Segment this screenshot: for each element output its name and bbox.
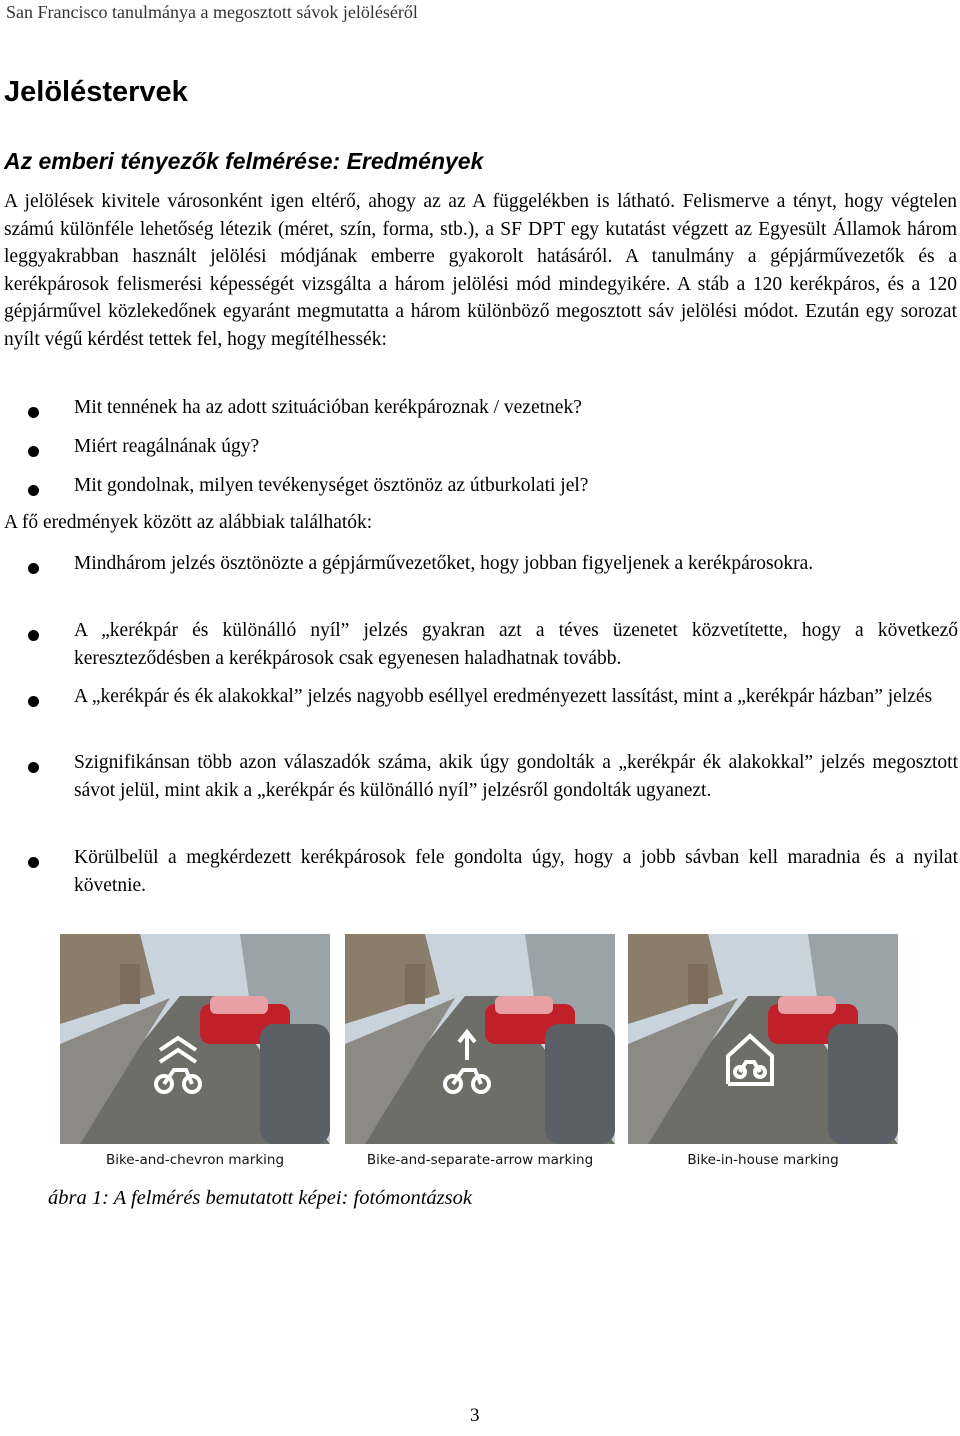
result-text: A „kerékpár és ék alakokkal” jelzés nagyobb eséllyel eredményezett lassítást, mint a „kerékpár házban” jelzés — [74, 686, 933, 707]
photo-bike-chevron — [60, 934, 330, 1144]
photo-bike-house — [628, 934, 898, 1144]
bullet-icon — [28, 563, 39, 574]
figure-caption: ábra 1: A felmérés bemutatott képei: fotómontázsok — [48, 1187, 472, 1209]
bullet-icon — [28, 857, 39, 868]
question-text: Mit gondolnak, milyen tevékenységet ösztönöz az útburkolati jel? — [74, 475, 589, 496]
photo-caption: Bike-and-chevron marking — [105, 1152, 285, 1168]
street-photo — [60, 934, 330, 1144]
photo-caption: Bike-and-separate-arrow marking — [366, 1152, 594, 1168]
results-intro: A fő eredmények között az alábbiak találhatók: — [4, 512, 373, 533]
result-text: Körülbelül a megkérdezett kerékpárosok fele gondolta úgy, hogy a jobb sávban kell maradnia és a nyilat követnie. — [74, 847, 958, 896]
result-text: Mindhárom jelzés ösztönözte a gépjárművezetőket, hogy jobban figyeljenek a kerékpárosokra. — [74, 553, 814, 574]
intro-paragraph: A jelölések kivitele városonként igen eltérő, ahogy az az A függelékben is látható. Felismerve a tényt, hogy végtelen számú különféle lehetőség létezik (méret, szín, forma, stb.), a SF DPT egy kutatást végzett az Egyesült Államok három leggyakrabban használt jelölési módjának emberre gyakorolt hatásáról. A tanulmány a gépjárművezetők és a kerékpárosok felismerési képességét vizsgálta a három jelölési mód mindegyikére. A stáb a 120 kerékpáros, és a 120 gépjárművel közlekedőnek egyaránt megmutatta a három különböző megosztott sáv jelölési módot. Ezután egy sorozat nyílt végű kérdést tettek fel, hogy megítélhessék: — [4, 191, 957, 350]
photo-bike-arrow — [345, 934, 615, 1144]
bullet-icon — [28, 446, 39, 457]
bullet-icon — [28, 762, 39, 773]
street-photo — [345, 934, 615, 1144]
result-text: A „kerékpár és különálló nyíl” jelzés gyakran azt a téves üzenetet közvetítette, hogy a következő kereszteződésben a kerékpárosok csak egyenesen haladhatnak tovább. — [74, 620, 958, 669]
question-text: Miért reagálnának úgy? — [74, 436, 260, 457]
bullet-icon — [28, 407, 39, 418]
street-photo — [628, 934, 898, 1144]
result-text: Szignifikánsan több azon válaszadók száma, akik úgy gondolták a „kerékpár ék alakokkal” jelzés megosztott sávot jelül, mint akik a „kerékpár és különálló nyíl” jelzésről gondolták ugyanezt. — [74, 752, 958, 801]
page-number: 3 — [470, 1405, 480, 1426]
figure-photos — [60, 934, 900, 1184]
bullet-icon — [28, 630, 39, 641]
photo-caption: Bike-in-house marking — [687, 1152, 839, 1168]
section-subtitle: Az emberi tényezők felmérése: Eredmények — [4, 148, 484, 174]
bullet-icon — [28, 696, 39, 707]
running-header: San Francisco tanulmánya a megosztott sávok jelöléséről — [6, 2, 418, 22]
question-text: Mit tennének ha az adott szituációban kerékpároznak / vezetnek? — [74, 397, 582, 418]
bullet-icon — [28, 485, 39, 496]
section-title: Jelöléstervek — [4, 76, 188, 108]
